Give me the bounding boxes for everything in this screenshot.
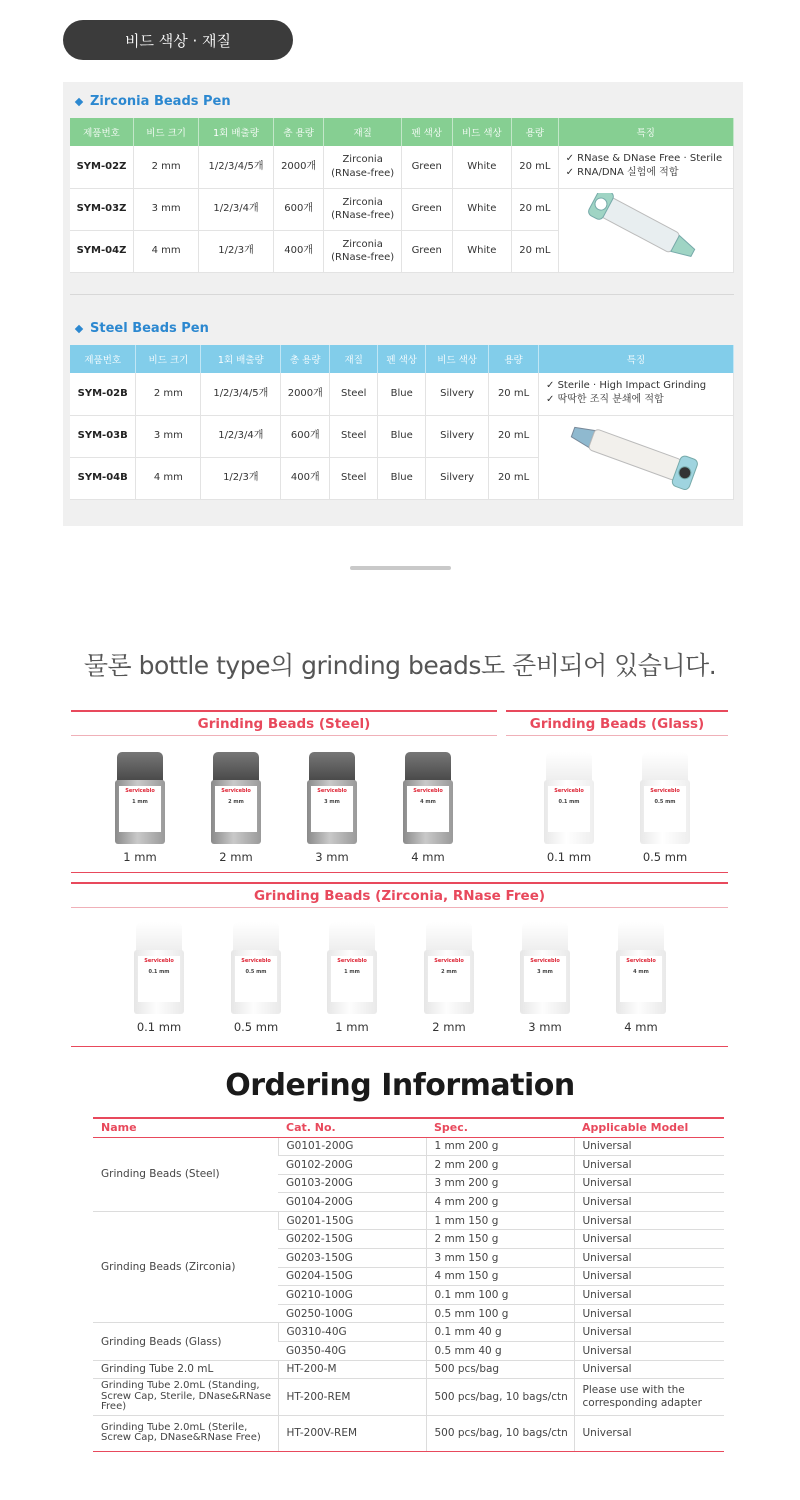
zirconia-title-text: Zirconia Beads Pen bbox=[90, 94, 231, 109]
caption-glass: Grinding Beads (Glass) bbox=[506, 710, 728, 736]
steel-table bbox=[70, 345, 734, 500]
bottle-image bbox=[115, 752, 165, 844]
table-cell: Zirconia (RNase-free) bbox=[324, 146, 401, 188]
col-header: 비드 크기 bbox=[136, 345, 201, 373]
applicable-model: Universal bbox=[574, 1211, 724, 1230]
divider bbox=[71, 1046, 728, 1047]
diamond-icon bbox=[75, 324, 83, 332]
section-pill: 비드 색상 · 재질 bbox=[63, 20, 293, 60]
product-code: SYM-03Z bbox=[70, 188, 133, 230]
cat-no: G0102-200G bbox=[278, 1156, 426, 1175]
col-header: 제품번호 bbox=[70, 345, 136, 373]
table-cell: Zirconia (RNase-free) bbox=[324, 188, 401, 230]
order-row bbox=[93, 1211, 724, 1230]
bottle-size-label: 2 mm bbox=[432, 1020, 466, 1034]
table-row bbox=[70, 146, 734, 188]
steel-title bbox=[76, 321, 209, 336]
bottle-item bbox=[312, 922, 392, 1034]
feature-cell bbox=[558, 146, 733, 188]
table-cell: Blue bbox=[378, 415, 426, 457]
bottle-label bbox=[548, 786, 590, 832]
table-cell: Steel bbox=[330, 457, 378, 499]
cat-no: HT-200-REM bbox=[278, 1379, 426, 1416]
bottle-size: 0.5 mm bbox=[654, 798, 676, 805]
col-header: 용량 bbox=[489, 345, 539, 373]
divider bbox=[71, 872, 728, 873]
spec: 0.5 mm 40 g bbox=[426, 1342, 574, 1361]
order-row bbox=[93, 1360, 724, 1379]
col-header: 용량 bbox=[512, 118, 559, 146]
spec: 4 mm 150 g bbox=[426, 1267, 574, 1286]
table-cell: Steel bbox=[330, 415, 378, 457]
bottle-image bbox=[640, 752, 690, 844]
cat-no: G0203-150G bbox=[278, 1249, 426, 1268]
spec: 500 pcs/bag bbox=[426, 1360, 574, 1379]
feature-item: ✓ RNA/DNA 실험에 적합 bbox=[565, 166, 679, 178]
ordering-table bbox=[93, 1117, 724, 1452]
cat-no: G0210-100G bbox=[278, 1286, 426, 1305]
bottle-label bbox=[644, 786, 686, 832]
col-header: 재질 bbox=[330, 345, 378, 373]
col-header: 총 용량 bbox=[281, 345, 330, 373]
bottle-image bbox=[520, 922, 570, 1014]
bottle-size: 1 mm bbox=[132, 798, 148, 805]
bottle-image bbox=[307, 752, 357, 844]
section-divider-bar bbox=[350, 566, 451, 570]
caption-steel: Grinding Beads (Steel) bbox=[71, 710, 497, 736]
order-row bbox=[93, 1379, 724, 1416]
order-col-header: Name bbox=[93, 1118, 278, 1137]
applicable-model: Universal bbox=[574, 1342, 724, 1361]
bottle-brand: Serviceblo bbox=[626, 958, 656, 964]
order-col-header: Spec. bbox=[426, 1118, 574, 1137]
table-cell: Silvery bbox=[426, 457, 489, 499]
table-cell: 2000개 bbox=[273, 146, 324, 188]
zirconia-table bbox=[70, 118, 734, 273]
product-code: SYM-02B bbox=[70, 373, 136, 415]
bottle-item bbox=[216, 922, 296, 1034]
zirconia-title bbox=[76, 94, 231, 109]
cat-no: G0202-150G bbox=[278, 1230, 426, 1249]
bottle-size-label: 1 mm bbox=[335, 1020, 369, 1034]
product-name: Grinding Beads (Zirconia) bbox=[93, 1211, 278, 1323]
bottle-size: 4 mm bbox=[420, 798, 436, 805]
bottle-size: 2 mm bbox=[441, 968, 457, 975]
bottle-item bbox=[601, 922, 681, 1034]
table-cell: 1/2/3개 bbox=[199, 230, 274, 272]
applicable-model: Universal bbox=[574, 1193, 724, 1212]
bottle-label bbox=[524, 956, 566, 1002]
bottle-size-label: 0.1 mm bbox=[546, 850, 592, 864]
bottle-size: 3 mm bbox=[324, 798, 340, 805]
applicable-model: Universal bbox=[574, 1415, 724, 1451]
bottle-size-label: 3 mm bbox=[528, 1020, 562, 1034]
applicable-model: Universal bbox=[574, 1323, 724, 1342]
col-header: 비드 색상 bbox=[426, 345, 489, 373]
bottle-label bbox=[407, 786, 449, 832]
table-cell: 1/2/3/4개 bbox=[201, 415, 281, 457]
table-cell: 1/2/3개 bbox=[201, 457, 281, 499]
col-header: 특징 bbox=[539, 345, 734, 373]
applicable-model: Universal bbox=[574, 1174, 724, 1193]
table-cell: 4 mm bbox=[136, 457, 201, 499]
pen-image bbox=[558, 188, 733, 272]
table-cell: Silvery bbox=[426, 373, 489, 415]
col-header: 펜 색상 bbox=[401, 118, 452, 146]
bottle-image bbox=[134, 922, 184, 1014]
spec: 500 pcs/bag, 10 bags/ctn bbox=[426, 1379, 574, 1416]
table-cell: Green bbox=[401, 146, 452, 188]
bottle-brand: Serviceblo bbox=[144, 958, 174, 964]
cat-no: G0103-200G bbox=[278, 1174, 426, 1193]
cat-no: HT-200-M bbox=[278, 1360, 426, 1379]
bottle-item bbox=[388, 752, 468, 864]
bottle-image bbox=[403, 752, 453, 844]
bottle-item bbox=[625, 752, 705, 864]
bottle-label bbox=[331, 956, 373, 1002]
product-name: Grinding Beads (Steel) bbox=[93, 1137, 278, 1211]
bottle-size: 0.1 mm bbox=[558, 798, 580, 805]
bottle-item bbox=[196, 752, 276, 864]
table-cell: 2 mm bbox=[136, 373, 201, 415]
cat-no: G0101-200G bbox=[278, 1137, 426, 1156]
bottle-label bbox=[235, 956, 277, 1002]
table-cell: 1/2/3/4/5개 bbox=[201, 373, 281, 415]
feature-cell bbox=[539, 373, 734, 415]
bottle-brand: Serviceblo bbox=[221, 788, 251, 794]
bottle-item bbox=[119, 922, 199, 1034]
order-row bbox=[93, 1137, 724, 1156]
product-code: SYM-04Z bbox=[70, 230, 133, 272]
table-cell: 3 mm bbox=[133, 188, 198, 230]
bottle-image bbox=[424, 922, 474, 1014]
bottle-size-label: 2 mm bbox=[219, 850, 253, 864]
cat-no: G0104-200G bbox=[278, 1193, 426, 1212]
diamond-icon bbox=[75, 97, 83, 105]
bottle-item bbox=[292, 752, 372, 864]
bottle-label bbox=[119, 786, 161, 832]
table-cell: 2000개 bbox=[281, 373, 330, 415]
spec: 2 mm 200 g bbox=[426, 1156, 574, 1175]
bottle-brand: Serviceblo bbox=[337, 958, 367, 964]
bottle-item bbox=[409, 922, 489, 1034]
product-name: Grinding Tube 2.0 mL bbox=[93, 1360, 278, 1379]
bottle-image bbox=[211, 752, 261, 844]
table-cell: 1/2/3/4/5개 bbox=[199, 146, 274, 188]
bottle-image bbox=[231, 922, 281, 1014]
table-cell: White bbox=[452, 188, 512, 230]
bottle-label bbox=[138, 956, 180, 1002]
applicable-model: Universal bbox=[574, 1230, 724, 1249]
product-code: SYM-04B bbox=[70, 457, 136, 499]
bottle-size: 3 mm bbox=[537, 968, 553, 975]
order-row bbox=[93, 1323, 724, 1342]
order-row bbox=[93, 1415, 724, 1451]
table-cell: Blue bbox=[378, 373, 426, 415]
bottle-label bbox=[428, 956, 470, 1002]
bottle-brand: Serviceblo bbox=[317, 788, 347, 794]
feature-item: ✓ RNase & DNase Free · Sterile bbox=[565, 153, 723, 164]
spec: 1 mm 150 g bbox=[426, 1211, 574, 1230]
spec: 2 mm 150 g bbox=[426, 1230, 574, 1249]
table-cell: 20 mL bbox=[489, 373, 539, 415]
table-row bbox=[70, 188, 734, 230]
bottle-brand: Serviceblo bbox=[554, 788, 584, 794]
table-cell: Blue bbox=[378, 457, 426, 499]
spec: 3 mm 200 g bbox=[426, 1174, 574, 1193]
steel-title-text: Steel Beads Pen bbox=[90, 321, 209, 336]
bottle-size: 0.1 mm bbox=[148, 968, 170, 975]
col-header: 비드 크기 bbox=[133, 118, 198, 146]
bottle-size: 2 mm bbox=[228, 798, 244, 805]
table-cell: Green bbox=[401, 188, 452, 230]
spec: 0.1 mm 100 g bbox=[426, 1286, 574, 1305]
spec: 0.1 mm 40 g bbox=[426, 1323, 574, 1342]
cat-no: G0204-150G bbox=[278, 1267, 426, 1286]
feature-item: ✓ Sterile · High Impact Grinding bbox=[546, 380, 707, 391]
bottle-size-label: 4 mm bbox=[411, 850, 445, 864]
bottle-brand: Serviceblo bbox=[434, 958, 464, 964]
col-header: 재질 bbox=[324, 118, 401, 146]
bottle-label bbox=[620, 956, 662, 1002]
table-cell: White bbox=[452, 230, 512, 272]
bottle-brand: Serviceblo bbox=[125, 788, 155, 794]
applicable-model: Universal bbox=[574, 1304, 724, 1323]
cat-no: G0350-40G bbox=[278, 1342, 426, 1361]
table-cell: 20 mL bbox=[512, 230, 559, 272]
table-cell: 400개 bbox=[273, 230, 324, 272]
table-cell: 600개 bbox=[273, 188, 324, 230]
pen-image bbox=[539, 415, 734, 499]
product-name: Grinding Tube 2.0mL (Sterile, Screw Cap, DNase&RNase Free) bbox=[93, 1415, 278, 1451]
ordering-title: Ordering Information bbox=[225, 1068, 575, 1103]
table-cell: 20 mL bbox=[489, 415, 539, 457]
order-col-header: Cat. No. bbox=[278, 1118, 426, 1137]
cat-no: HT-200V-REM bbox=[278, 1415, 426, 1451]
table-cell: 2 mm bbox=[133, 146, 198, 188]
table-cell: Zirconia (RNase-free) bbox=[324, 230, 401, 272]
table-cell: 4 mm bbox=[133, 230, 198, 272]
table-cell: 600개 bbox=[281, 415, 330, 457]
cat-no: G0310-40G bbox=[278, 1323, 426, 1342]
product-name: Grinding Beads (Glass) bbox=[93, 1323, 278, 1360]
bottle-brand: Serviceblo bbox=[241, 958, 271, 964]
table-cell: 1/2/3/4개 bbox=[199, 188, 274, 230]
bottle-item bbox=[100, 752, 180, 864]
applicable-model: Universal bbox=[574, 1156, 724, 1175]
product-name: Grinding Tube 2.0mL (Standing, Screw Cap, Sterile, DNase&RNase Free) bbox=[93, 1379, 278, 1416]
divider bbox=[70, 294, 734, 295]
table-cell: 20 mL bbox=[512, 146, 559, 188]
bottle-size-label: 0.1 mm bbox=[136, 1020, 182, 1034]
beads-pen-panel bbox=[63, 82, 743, 526]
caption-zirconia: Grinding Beads (Zirconia, RNase Free) bbox=[71, 882, 728, 908]
table-cell: 20 mL bbox=[489, 457, 539, 499]
bottle-size: 1 mm bbox=[344, 968, 360, 975]
spec: 500 pcs/bag, 10 bags/ctn bbox=[426, 1415, 574, 1451]
cat-no: G0201-150G bbox=[278, 1211, 426, 1230]
bottle-brand: Serviceblo bbox=[650, 788, 680, 794]
table-cell: 3 mm bbox=[136, 415, 201, 457]
spec: 1 mm 200 g bbox=[426, 1137, 574, 1156]
bottle-item bbox=[505, 922, 585, 1034]
feature-item: ✓ 딱딱한 조직 분쇄에 적합 bbox=[546, 393, 664, 405]
table-cell: Silvery bbox=[426, 415, 489, 457]
col-header: 총 용량 bbox=[273, 118, 324, 146]
table-cell: Steel bbox=[330, 373, 378, 415]
bottle-image bbox=[327, 922, 377, 1014]
applicable-model: Please use with the corresponding adapter bbox=[574, 1379, 724, 1416]
col-header: 비드 색상 bbox=[452, 118, 512, 146]
bottle-image bbox=[544, 752, 594, 844]
bottle-size: 4 mm bbox=[633, 968, 649, 975]
applicable-model: Universal bbox=[574, 1360, 724, 1379]
bottle-size-label: 0.5 mm bbox=[233, 1020, 279, 1034]
col-header: 1회 배출량 bbox=[199, 118, 274, 146]
table-row bbox=[70, 415, 734, 457]
table-cell: 400개 bbox=[281, 457, 330, 499]
bottle-headline: 물론 bottle type의 grinding beads도 준비되어 있습니다. bbox=[83, 651, 717, 680]
table-cell: White bbox=[452, 146, 512, 188]
col-header: 펜 색상 bbox=[378, 345, 426, 373]
order-col-header: Applicable Model bbox=[574, 1118, 724, 1137]
table-row bbox=[70, 373, 734, 415]
product-code: SYM-03B bbox=[70, 415, 136, 457]
bottle-image bbox=[616, 922, 666, 1014]
table-cell: Green bbox=[401, 230, 452, 272]
cat-no: G0250-100G bbox=[278, 1304, 426, 1323]
applicable-model: Universal bbox=[574, 1286, 724, 1305]
spec: 4 mm 200 g bbox=[426, 1193, 574, 1212]
bottle-size-label: 1 mm bbox=[123, 850, 157, 864]
product-code: SYM-02Z bbox=[70, 146, 133, 188]
spec: 3 mm 150 g bbox=[426, 1249, 574, 1268]
bottle-item bbox=[529, 752, 609, 864]
bottle-size: 0.5 mm bbox=[245, 968, 267, 975]
bottle-brand: Serviceblo bbox=[530, 958, 560, 964]
col-header: 특징 bbox=[558, 118, 733, 146]
bottle-size-label: 3 mm bbox=[315, 850, 349, 864]
bottle-label bbox=[215, 786, 257, 832]
bottle-label bbox=[311, 786, 353, 832]
bottle-size-label: 4 mm bbox=[624, 1020, 658, 1034]
table-cell: 20 mL bbox=[512, 188, 559, 230]
bottle-brand: Serviceblo bbox=[413, 788, 443, 794]
applicable-model: Universal bbox=[574, 1249, 724, 1268]
applicable-model: Universal bbox=[574, 1267, 724, 1286]
col-header: 제품번호 bbox=[70, 118, 133, 146]
bottle-size-label: 0.5 mm bbox=[642, 850, 688, 864]
applicable-model: Universal bbox=[574, 1137, 724, 1156]
spec: 0.5 mm 100 g bbox=[426, 1304, 574, 1323]
col-header: 1회 배출량 bbox=[201, 345, 281, 373]
